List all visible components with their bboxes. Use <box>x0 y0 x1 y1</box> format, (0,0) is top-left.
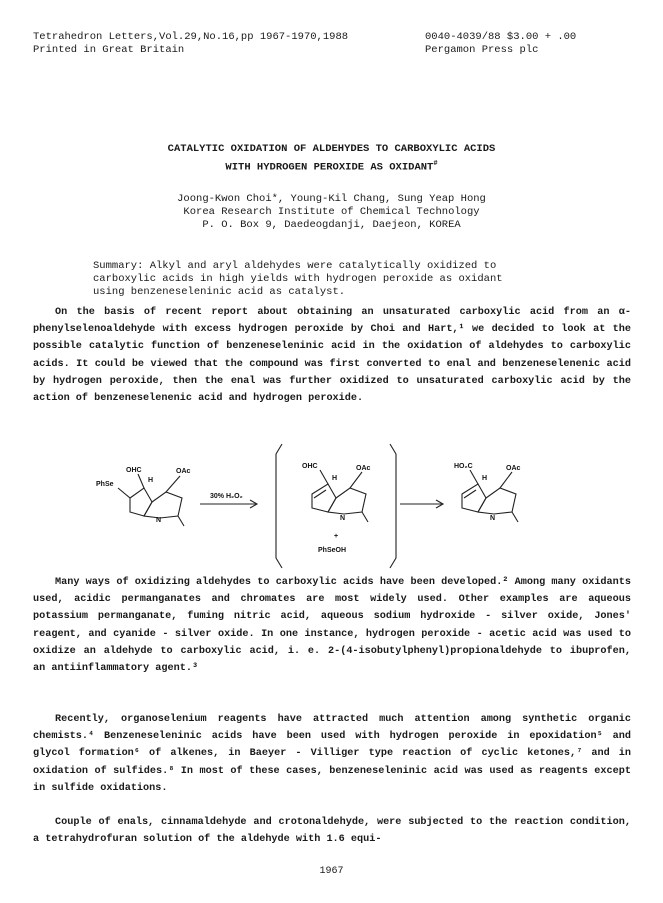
reaction-scheme <box>90 440 580 572</box>
prod-h-label: H <box>482 475 488 482</box>
article-price-code: 0040-4039/88 $3.00 + .00 <box>425 31 577 43</box>
paragraph-1 <box>33 304 631 407</box>
int-oac-label: OAc <box>356 465 371 472</box>
paragraph-4-text: Couple of enals, cinnamaldehyde and crotonaldehyde, were subjected to the reaction condition, a tetrahydrofuran solution of the aldehyde with 1.6 equi- <box>33 817 631 846</box>
paragraph-4 <box>33 814 631 848</box>
title-line-2 <box>0 157 663 176</box>
title-footnote-mark: # <box>433 160 438 168</box>
paragraph-1-text: On the basis of recent report about obtaining an unsaturated carboxylic acid from an α-phenylselenoaldehyde with excess hydrogen peroxide by Choi and Hart,¹ we decided to look at the possible catalytic function of benzeneseleninic acid in the oxidation of aldehydes to carboxylic acids. It could be viewed that the compound was first converted to enal and benzeneselenenic acid by hydrogen peroxide, then the enal was further oxidized to unsaturated carboxylic acid by the action of benzeneselenenic acid and hydrogen peroxide. <box>33 307 631 405</box>
sm-cho-label: OHC <box>126 467 142 474</box>
author-address: P. O. Box 9, Daedeogdanji, Daejeon, KOREA <box>202 219 461 231</box>
prod-n-label: N <box>490 515 496 522</box>
reagent-label: 30% H₂O₂ <box>210 493 243 500</box>
paragraph-3 <box>33 711 631 797</box>
paragraph-2-text: Many ways of oxidizing aldehydes to carboxylic acids have been developed.² Among many oxidants used, acidic permanganates and chromates are most widely used. Other examples are aqueous potassium permanganate, fuming nitric acid, aqueous sodium hydroxide - silver oxide, Jones' reagent, and cyanide - silver oxide. In one instance, hydrogen peroxide - acetic acid was used to oxidize an aldehyde to carboxylic acid, i. e. 2-(4-isobutylphenyl)propionaldehyde to ibuprofen, an antiinflammatory agent.³ <box>33 577 631 675</box>
summary-line-1: Summary: Alkyl and aryl aldehydes were catalytically oxidized to <box>93 260 497 272</box>
plus-sign: + <box>334 533 339 540</box>
publisher: Pergamon Press plc <box>425 44 539 56</box>
bracket-left <box>276 444 282 568</box>
paragraph-2 <box>33 574 631 677</box>
sm-n-label: N <box>156 517 162 524</box>
journal-citation: Tetrahedron Letters,Vol.29,No.16,pp 1967-1970,1988 <box>33 31 349 43</box>
page-number: 1967 <box>319 866 344 877</box>
int-h-label: H <box>332 475 338 482</box>
summary-line-2: carboxylic acids in high yields with hydrogen peroxide as oxidant <box>93 273 503 285</box>
prod-oac-label: OAc <box>506 465 521 472</box>
printed-location: Printed in Great Britain <box>33 44 185 56</box>
author-names: Joong-Kwon Choi*, Young-Kil Chang, Sung Yeap Hong <box>177 193 486 205</box>
title-line-1: CATALYTIC OXIDATION OF ALDEHYDES TO CARBOXYLIC ACIDS <box>167 143 496 155</box>
author-institution: Korea Research Institute of Chemical Technology <box>183 206 480 218</box>
prod-acid-label: HO₂C <box>454 463 473 470</box>
title-line-2-text: WITH HYDROGEN PEROXIDE AS OXIDANT <box>225 161 434 174</box>
sm-oac-label: OAc <box>176 468 191 475</box>
int-n-label: N <box>340 515 346 522</box>
summary-line-3: using benzeneseleninic acid as catalyst. <box>93 286 346 298</box>
bracket-right <box>390 444 396 568</box>
byproduct-label: PhSeOH <box>318 547 347 554</box>
sm-h-label: H <box>148 477 154 484</box>
paragraph-3-text: Recently, organoselenium reagents have attracted much attention among synthetic organic chemists.⁴ Benzeneseleninic acids have been used with hydrogen peroxide in epoxidation⁵ and glycol formation⁶ of alkenes, in Baeyer - Villiger type reaction of cyclic ketones,⁷ and in oxidation of sulfides.⁸ In most of these cases, benzeneseleninic acid was used as reagents except in sulfide oxidations. <box>33 714 631 794</box>
int-cho-label: OHC <box>302 463 318 470</box>
sm-phse-label: PhSe <box>96 481 114 488</box>
